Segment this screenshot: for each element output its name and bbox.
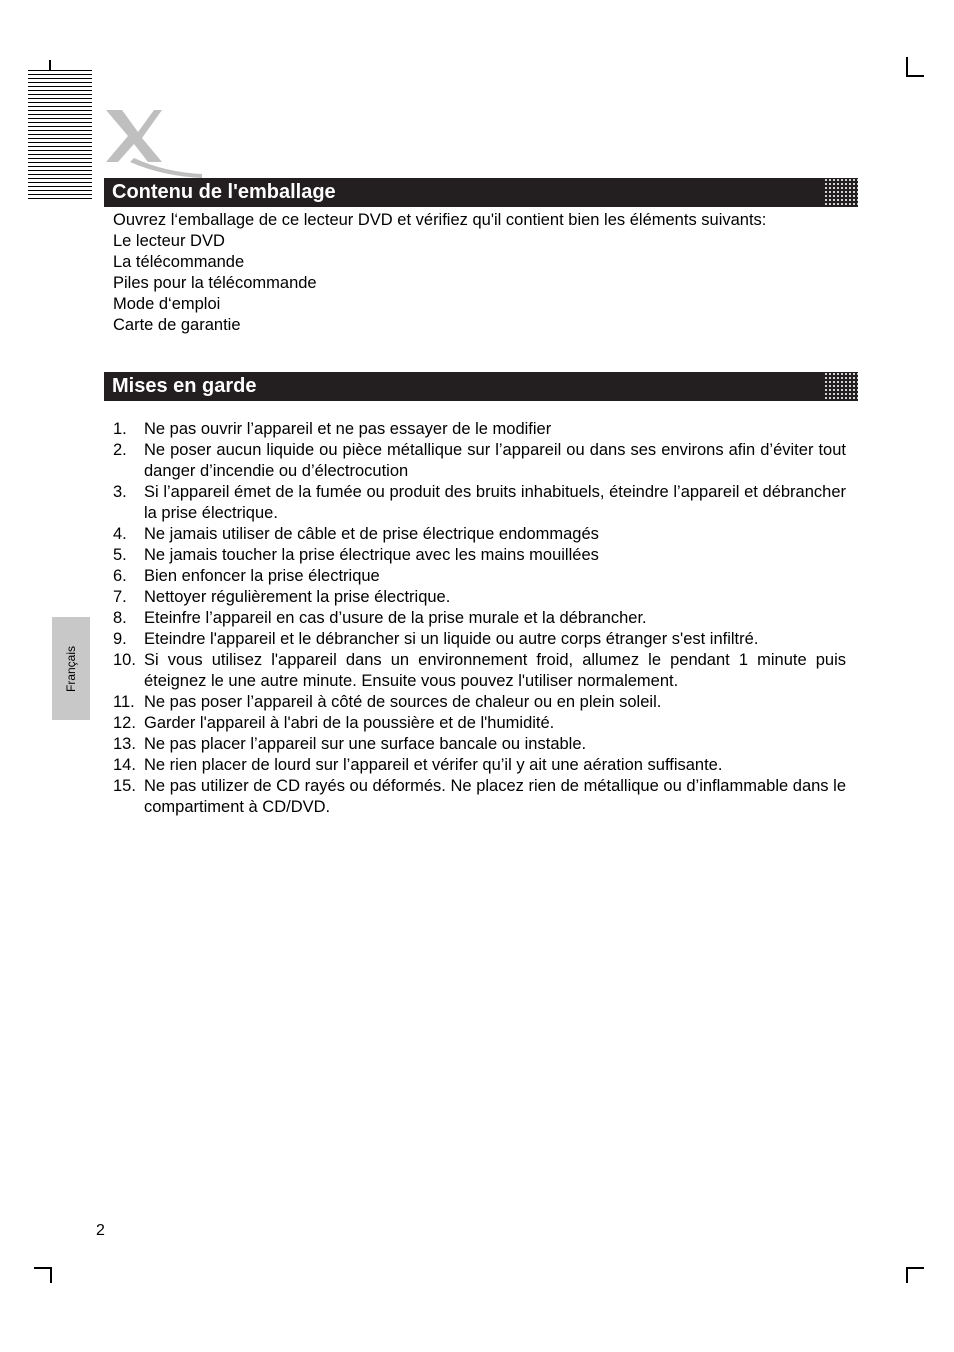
contents-item: Piles pour la télécommande (113, 274, 317, 292)
warning-item: 2. Ne poser aucun liquide ou pièce métallique sur l’appareil ou dans ses environs afin d’éviter tout danger d’incendie ou d’électrocution (113, 441, 846, 480)
warning-item: 10. Si vous utilisez l'appareil dans un environnement froid, allumez le pendant 1 minute puis éteignez le une autre minute. Ensuite vous pouvez l'utiliser normalement. (113, 651, 846, 690)
warning-item: 3. Si l’appareil émet de la fumée ou produit des bruits inhabituels, éteindre l’appareil et débrancher la prise électrique. (113, 483, 846, 522)
section-header-contents (104, 178, 858, 207)
warning-item: 9. Eteindre l'appareil et le débrancher si un liquide ou autre corps étranger s'est infiltré. (113, 630, 759, 648)
crop-mark-top-right-h (906, 75, 924, 77)
warning-item: 5. Ne jamais toucher la prise électrique avec les mains mouillées (113, 546, 599, 564)
warning-item: 12. Garder l'appareil à l'abri de la poussière et de l'humidité. (113, 714, 555, 732)
warning-item: 15. Ne pas utilizer de CD rayés ou déformés. Ne placez rien de métallique ou d’inflammable dans le compartiment à CD/DVD. (113, 777, 846, 816)
warning-item: 8. Eteinfre l’appareil en cas d’usure de la prise murale et la débrancher. (113, 609, 647, 627)
xoro-x-logo-icon (104, 108, 204, 183)
contents-list (113, 210, 766, 336)
contents-item: Le lecteur DVD (113, 232, 225, 250)
warnings-list (113, 419, 846, 818)
warning-item: 13. Ne pas placer l’appareil sur une surface bancale ou instable. (113, 735, 587, 753)
warning-item: 4. Ne jamais utiliser de câble et de prise électrique endommagés (113, 525, 599, 543)
warning-item: 6. Bien enfoncer la prise électrique (113, 567, 380, 585)
warning-item: 1. Ne pas ouvrir l’appareil et ne pas essayer de le modifier (113, 420, 552, 438)
dot-pattern-icon (824, 178, 858, 207)
warning-item: 14. Ne rien placer de lourd sur l’appareil et vérifer qu’il y ait une aération suffisante. (113, 756, 723, 774)
decorative-stripes (28, 70, 92, 200)
warning-item: 7. Nettoyer régulièrement la prise électrique. (113, 588, 451, 606)
crop-mark-bottom-left-v (50, 1267, 52, 1283)
contents-item: Carte de garantie (113, 316, 241, 334)
warning-item: 11. Ne pas poser l’appareil à côté de sources de chaleur ou en plein soleil. (113, 693, 662, 711)
crop-mark-top-right (906, 57, 908, 77)
contents-intro: Ouvrez l‘emballage de ce lecteur DVD et vérifiez qu'il contient bien les éléments suivants: (113, 211, 767, 229)
section-title-warnings: Mises en garde (112, 375, 257, 397)
page-number: 2 (96, 1222, 105, 1239)
section-title-contents: Contenu de l'emballage (112, 181, 336, 203)
crop-mark-bottom-right (906, 1267, 924, 1269)
contents-item: La télécommande (113, 253, 245, 271)
language-tab (52, 617, 90, 720)
dot-pattern-icon (824, 372, 858, 401)
contents-item: Mode d‘emploi (113, 295, 221, 313)
crop-mark-bottom-right-v (906, 1267, 908, 1283)
section-header-warnings (104, 372, 858, 401)
language-tab-label: Français (64, 645, 78, 692)
